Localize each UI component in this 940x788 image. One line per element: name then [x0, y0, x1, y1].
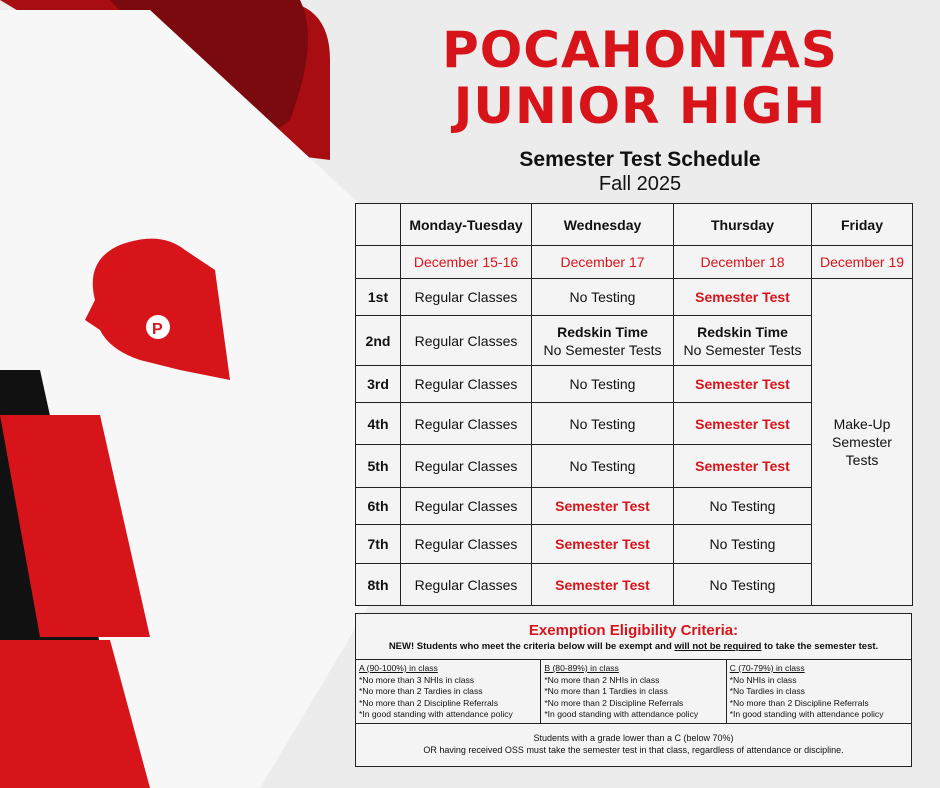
cell-mon: Regular Classes — [401, 316, 532, 366]
period-label: 8th — [356, 564, 401, 606]
svg-text:P: P — [152, 321, 163, 338]
date-mon-tue: December 15-16 — [401, 246, 532, 279]
criteria-footer — [356, 724, 911, 756]
note-emphasis: will not be required — [674, 641, 762, 652]
criteria-item: *No more than 2 Tardies in class — [359, 686, 483, 696]
criteria-item: *No more than 2 Discipline Referrals — [544, 697, 684, 708]
school-name-line1: POCAHONTAS — [442, 21, 838, 79]
cell-thu: Semester Test — [674, 403, 812, 445]
date-friday: December 19 — [812, 246, 913, 279]
cell-wed: No Testing — [532, 366, 674, 403]
criteria-item: *No more than 2 Discipline Referrals — [729, 697, 869, 708]
table-row — [356, 279, 913, 316]
cell-thu: No Testing — [674, 564, 812, 606]
column-heading: A (90-100%) in class — [359, 663, 438, 673]
friday-line: Semester — [832, 434, 892, 450]
cell-mon: Regular Classes — [401, 564, 532, 606]
criteria-item: *No more than 3 NHIs in class — [359, 674, 475, 685]
cell-mon: Regular Classes — [401, 488, 532, 525]
date-thursday: December 18 — [674, 246, 812, 279]
friday-line: Tests — [845, 452, 879, 468]
criteria-item: *No more than 2 NHIs in class — [544, 674, 660, 685]
cell-thu: Semester Test — [674, 279, 812, 316]
cell-wed — [532, 316, 674, 366]
cell-mon: Regular Classes — [401, 445, 532, 488]
note-text: to take the semester test. — [761, 641, 879, 652]
cell-wed-sub: No Semester Tests — [543, 341, 662, 358]
footer-line: OR having received OSS must take the semester test in that class, regardless of attendance or discipline. — [423, 744, 844, 755]
header-thursday: Thursday — [674, 204, 812, 246]
criteria-note — [356, 641, 911, 652]
cell-thu: Semester Test — [674, 366, 812, 403]
friday-makeup-cell — [812, 279, 913, 606]
cell-wed: Semester Test — [532, 488, 674, 525]
cell-mon: Regular Classes — [401, 403, 532, 445]
date-wednesday: December 17 — [532, 246, 674, 279]
header-row — [356, 204, 913, 246]
period-label: 2nd — [356, 316, 401, 366]
period-label: 1st — [356, 279, 401, 316]
criteria-column-b — [540, 660, 725, 723]
column-heading: B (80-89%) in class — [544, 663, 619, 673]
friday-line: Make-Up — [833, 416, 891, 432]
dates-row — [356, 246, 913, 279]
cell-mon: Regular Classes — [401, 366, 532, 403]
header-friday: Friday — [812, 204, 913, 246]
header-wednesday: Wednesday — [532, 204, 674, 246]
criteria-item: *No Tardies in class — [729, 686, 805, 696]
header-mon-tue: Monday-Tuesday — [401, 204, 532, 246]
cell-wed: No Testing — [532, 403, 674, 445]
cell-thu: Semester Test — [674, 445, 812, 488]
footer-line: Students with a grade lower than a C (below 70%) — [533, 732, 734, 743]
cell-wed: No Testing — [532, 279, 674, 316]
period-label: 7th — [356, 525, 401, 564]
criteria-item: *No more than 1 Tardies in class — [544, 686, 668, 696]
exemption-criteria-box — [355, 613, 912, 767]
schedule-table — [355, 203, 913, 606]
school-name-line2: JUNIOR HIGH — [453, 77, 827, 135]
period-label: 3rd — [356, 366, 401, 403]
cell-wed: Semester Test — [532, 525, 674, 564]
criteria-item: *No NHIs in class — [729, 674, 797, 685]
period-label: 6th — [356, 488, 401, 525]
cell-thu: No Testing — [674, 488, 812, 525]
criteria-item: *No more than 2 Discipline Referrals — [359, 697, 498, 708]
cell-thu — [674, 316, 812, 366]
cell-wed: Semester Test — [532, 564, 674, 606]
criteria-column-a — [356, 660, 540, 723]
period-label: 4th — [356, 403, 401, 445]
cell-wed: No Testing — [532, 445, 674, 488]
criteria-item: *In good standing with attendance policy — [544, 709, 699, 719]
cell-thu: No Testing — [674, 525, 812, 564]
cell-mon: Regular Classes — [401, 525, 532, 564]
period-label: 5th — [356, 445, 401, 488]
criteria-column-c — [726, 660, 911, 723]
cell-thu-title: Redskin Time — [697, 323, 788, 340]
schedule-term: Fall 2025 — [598, 173, 682, 195]
criteria-title: Exemption Eligibility Criteria: — [528, 622, 739, 639]
criteria-item: *In good standing with attendance policy — [359, 709, 513, 719]
cell-mon: Regular Classes — [401, 279, 532, 316]
note-text: NEW! Students who meet the criteria below will be exempt and — [388, 641, 675, 652]
cell-thu-sub: No Semester Tests — [683, 341, 802, 358]
criteria-item: *In good standing with attendance policy — [729, 709, 884, 719]
schedule-title: Semester Test Schedule — [519, 148, 761, 171]
column-heading: C (70-79%) in class — [729, 663, 805, 673]
cell-wed-title: Redskin Time — [557, 323, 648, 340]
